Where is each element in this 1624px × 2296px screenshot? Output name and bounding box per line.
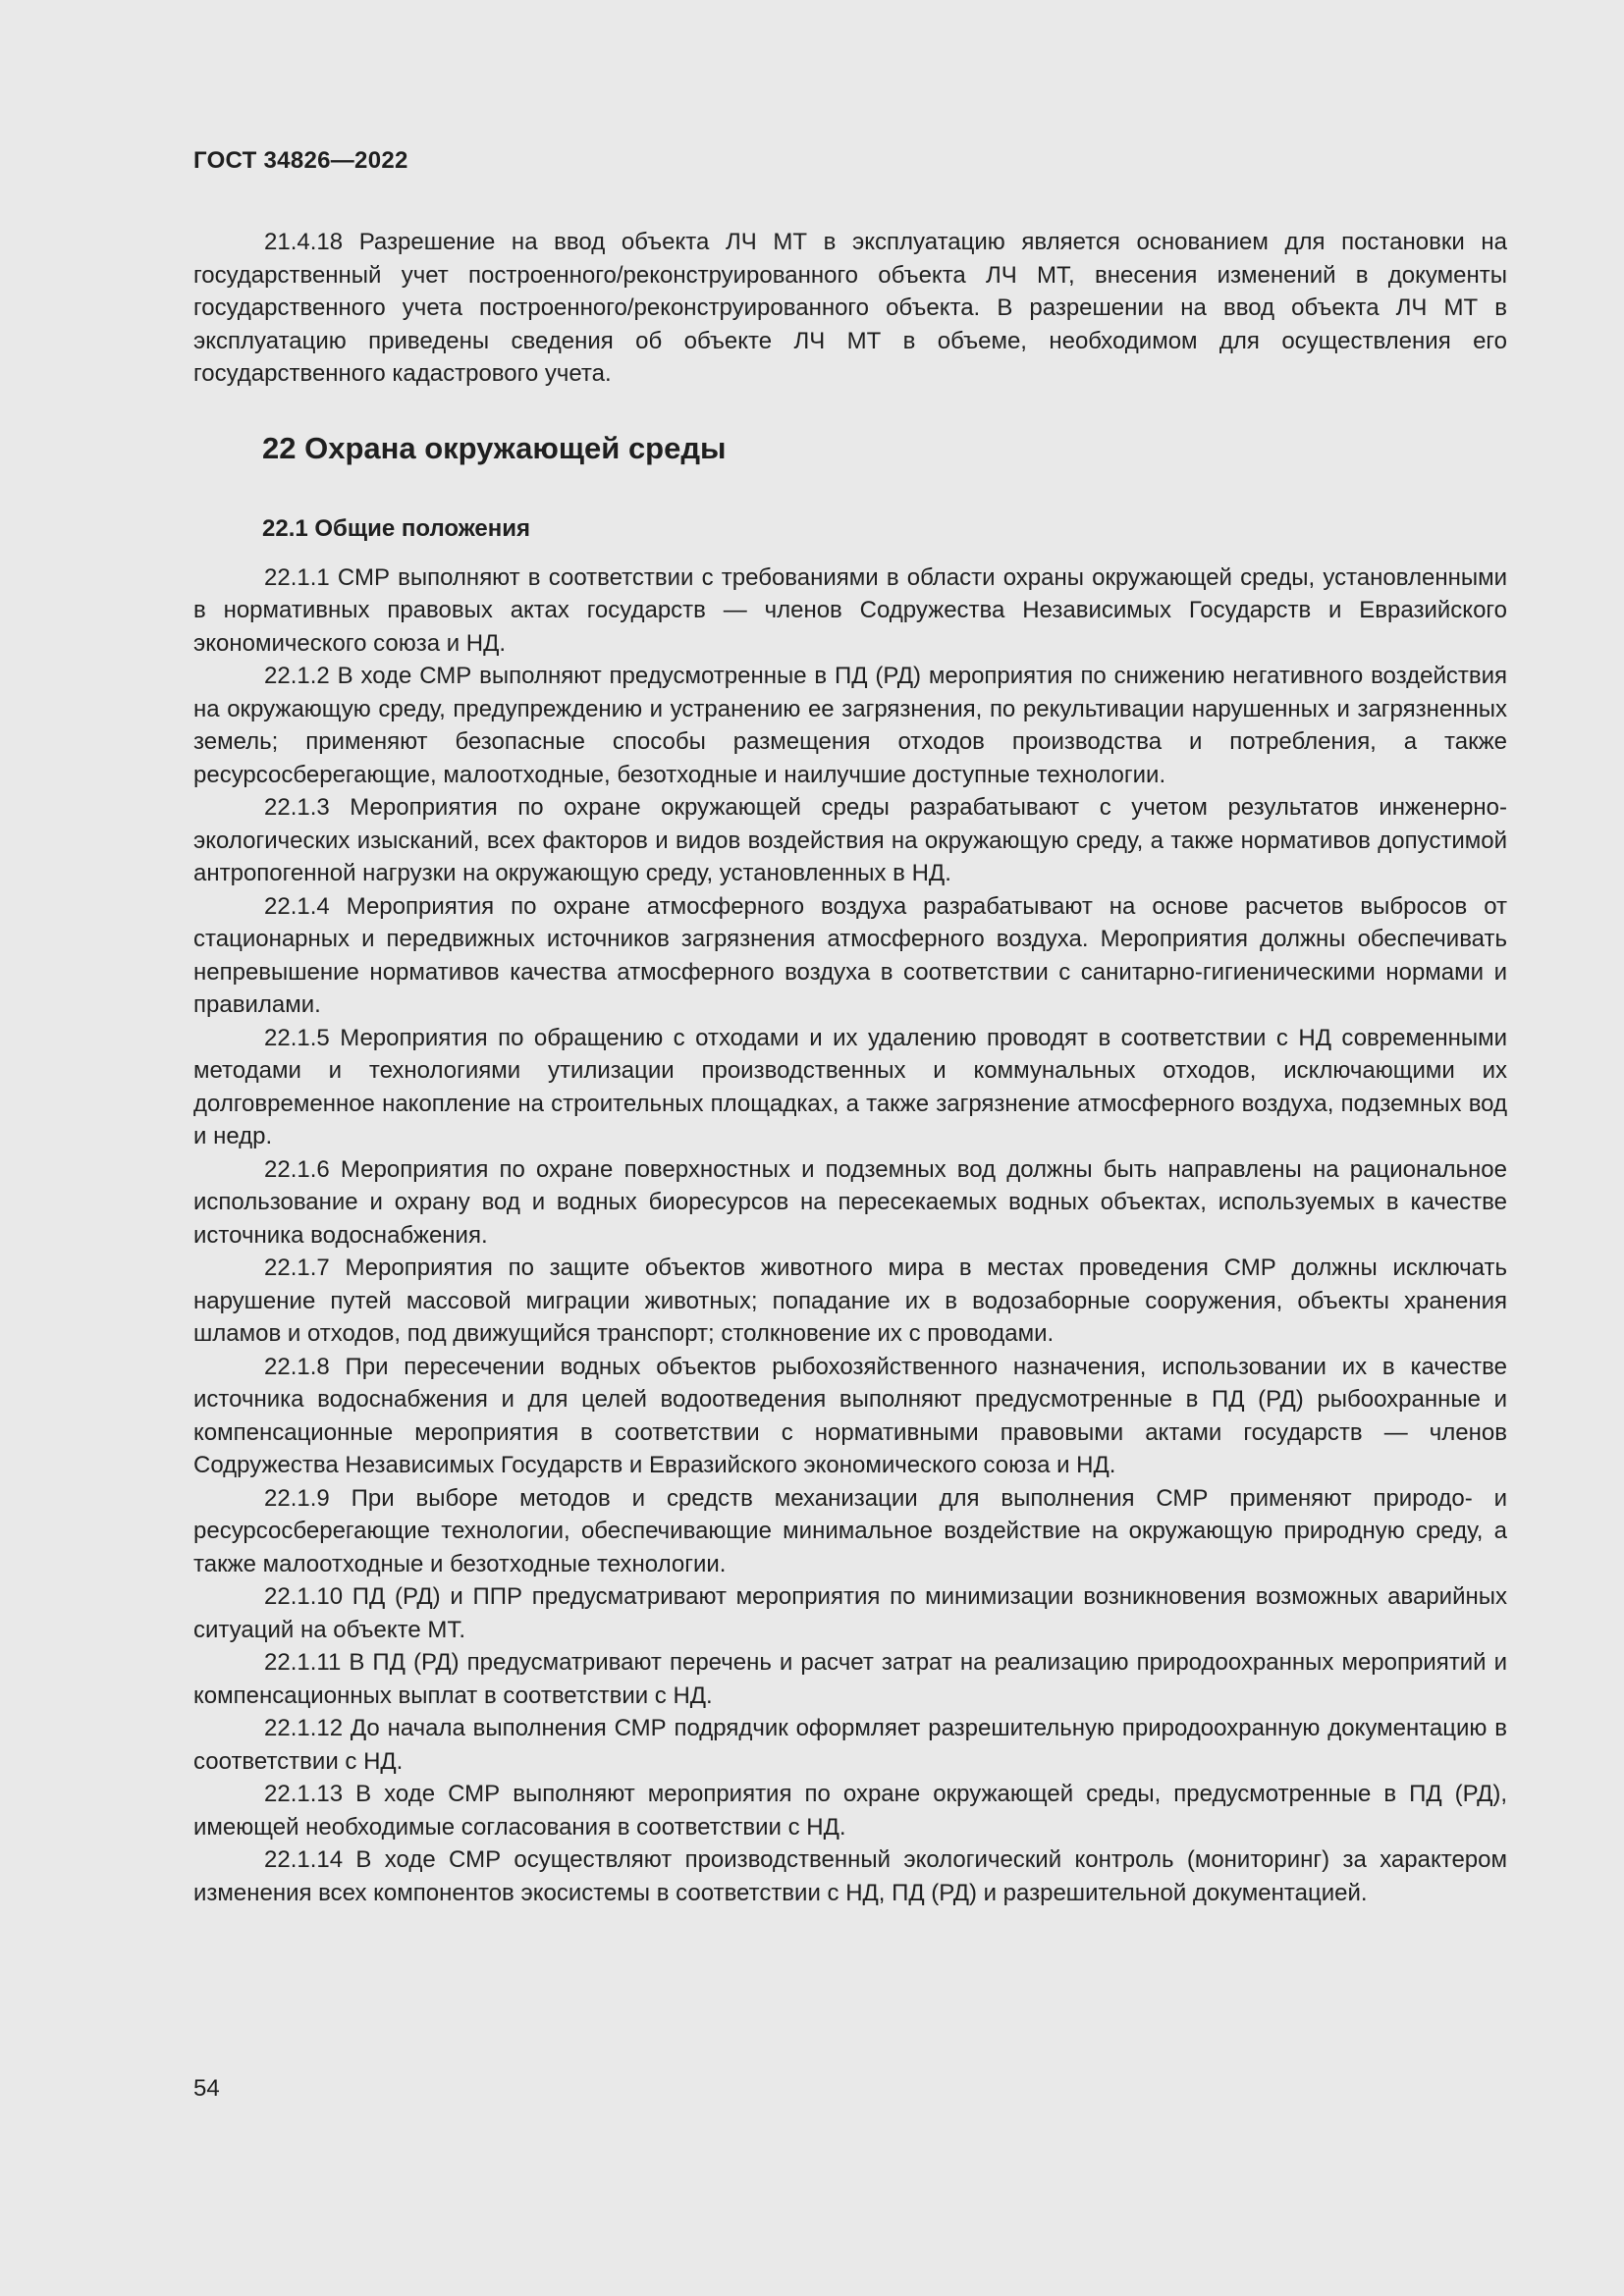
subsection-title: 22.1 Общие положения — [262, 514, 531, 542]
paragraph-22-1-9: 22.1.9 При выборе методов и средств механизации для выполнения СМР применяют природо- и ресурсосберегающие технологии, обеспечивающие минимальное воздействие на окружающую природную среду, а также малоотходные и безотходные технологии. — [193, 1484, 1507, 1577]
paragraph-22-1-2: 22.1.2 В ходе СМР выполняют предусмотренные в ПД (РД) мероприятия по снижению негативного воздействия на окружающую среду, предупреждению и устранению ее загрязнения, по рекультивации нарушенных и загрязненных земель; применяют безопасные способы размещения отходов производства и потребления, а также ресурсосберегающие, малоотходные, безотходные и наилучшие доступные технологии. — [193, 663, 1507, 788]
standard-header: ГОСТ 34826—2022 — [193, 147, 408, 174]
paragraph-22-1-14: 22.1.14 В ходе СМР осуществляют производственный экологический контроль (мониторинг) за характером изменения всех компонентов экосистемы в соответствии с НД, ПД (РД) и разрешительной документацией. — [193, 1846, 1507, 1906]
paragraph-22-1-13: 22.1.13 В ходе СМР выполняют мероприятия по охране окружающей среды, предусмотренные в ПД (РД), имеющей необходимые согласования в соответствии с НД. — [193, 1781, 1507, 1841]
paragraph-22-1-1: 22.1.1 СМР выполняют в соответствии с требованиями в области охраны окружающей среды, установленными в нормативных правовых актах государств — членов Содружества Независимых Государств и Евразийского экономического союза и НД. — [193, 563, 1507, 657]
paragraph-22-1-3: 22.1.3 Мероприятия по охране окружающей среды разрабатывают с учетом результатов инженерно-экологических изысканий, всех факторов и видов воздействия на окружающую среду, а также нормативов допустимой антропогенной нагрузки на окружающую среду, установленных в НД. — [193, 794, 1507, 886]
paragraph-22-1-8: 22.1.8 При пересечении водных объектов рыбохозяйственного назначения, использовании их в качестве источника водоснабжения и для целей водоотведения выполняют предусмотренные в ПД (РД) рыбоохранные и компенсационные мероприятия в соответствии с нормативными правовыми актами государств — членов Содружества Независимых Государств и Евразийского экономического союза и НД. — [193, 1353, 1507, 1478]
page-content — [193, 226, 1507, 1909]
paragraph-22-1-7: 22.1.7 Мероприятия по защите объектов животного мира в местах проведения СМР должны исключать нарушение путей массовой миграции животных; попадание их в водозаборные сооружения, объекты хранения шламов и отходов, под движущийся транспорт; столкновение их с проводами. — [193, 1255, 1507, 1347]
paragraph-22-1-11: 22.1.11 В ПД (РД) предусматривают перечень и расчет затрат на реализацию природоохранных мероприятий и компенсационных выплат в соответствии с НД. — [193, 1649, 1507, 1709]
paragraph-22-1-4: 22.1.4 Мероприятия по охране атмосферного воздуха разрабатывают на основе расчетов выбросов от стационарных и передвижных источников загрязнения атмосферного воздуха. Мероприятия должны обеспечивать непревышение нормативов качества атмосферного воздуха в соответствии с санитарно-гигиеническими нормами и правилами. — [193, 892, 1507, 1018]
paragraph-21-4-18: 21.4.18 Разрешение на ввод объекта ЛЧ МТ в эксплуатацию является основанием для постановки на государственный учет построенного/реконструированного объекта ЛЧ МТ, внесения изменений в документы государственного учета построенного/реконструированного объекта. В разрешении на ввод объекта ЛЧ МТ в эксплуатацию приведены сведения об объекте ЛЧ МТ в объеме, необходимом для осуществления его государственного кадастрового учета. — [193, 229, 1507, 387]
section-title: 22 Охрана окружающей среды — [262, 430, 727, 465]
paragraph-22-1-12: 22.1.12 До начала выполнения СМР подрядчик оформляет разрешительную природоохранную документацию в соответствии с НД. — [193, 1715, 1507, 1775]
paragraph-22-1-5: 22.1.5 Мероприятия по обращению с отходами и их удалению проводят в соответствии с НД современными методами и технологиями утилизации производственных и коммунальных отходов, исключающими их долговременное накопление на строительных площадках, а также загрязнение атмосферного воздуха, подземных вод и недр. — [193, 1024, 1507, 1149]
paragraph-22-1-10: 22.1.10 ПД (РД) и ППР предусматривают мероприятия по минимизации возникновения возможных аварийных ситуаций на объекте МТ. — [193, 1583, 1507, 1643]
page-number: 54 — [193, 2075, 220, 2102]
paragraph-22-1-6: 22.1.6 Мероприятия по охране поверхностных и подземных вод должны быть направлены на рациональное использование и охрану вод и водных биоресурсов на пересекаемых водных объектах, используемых в качестве источника водоснабжения. — [193, 1155, 1507, 1249]
